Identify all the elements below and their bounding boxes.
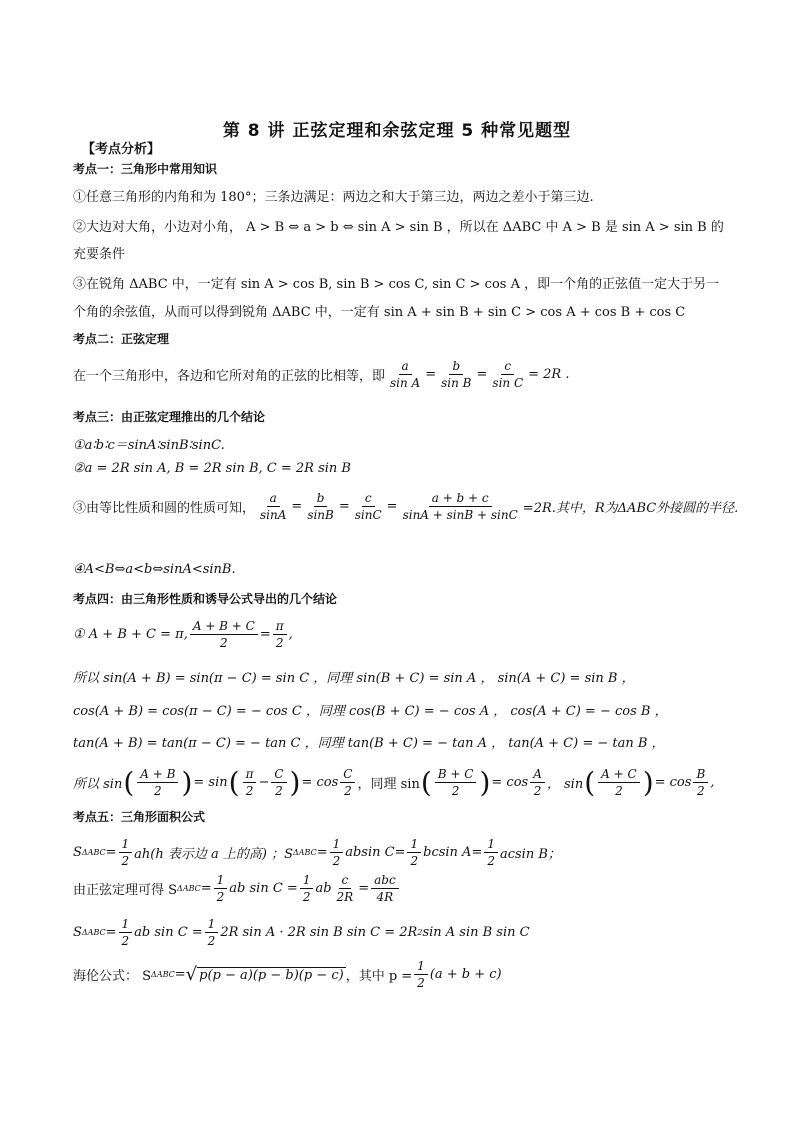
frac-den: 2 [332, 854, 341, 868]
kp3-line3: ③由等比性质和圆的性质可知， $\frac{a}{\sin A}$ = $\frac{b}{\sin B}$ = $\frac{c}{\sin C}$ = $\frac{a + b + c}{\sin A + \sin B + \sin C}$ =2R.其中，R为ΔABC外接圆的半径. [73, 491, 739, 522]
page-title: 第 8 讲 正弦定理和余弦定理 5 种常见题型 [222, 121, 572, 141]
kp4-l5g: = cos [654, 775, 692, 790]
frac-num: a + b + c [429, 490, 492, 507]
kp5-l3b: = [105, 925, 117, 940]
kp5-l3c: ab sin C = [134, 925, 203, 940]
kp5-l4a: = [174, 967, 186, 982]
kp1-line5 [73, 301, 734, 320]
frac-num: 1 [300, 872, 314, 889]
kp4-line4-text: tan(A + B) = tan(π − C) = − tan C ，同理 tan(B + C) = − tan A ， tan(A + C) = − tan B ， [73, 736, 665, 751]
kp3-line2-text: ②a = 2R sin A, B = 2R sin B, C = 2R sin B [73, 461, 351, 476]
pi-half-fraction [273, 618, 287, 651]
frac-den: 2 [410, 854, 419, 868]
kp5-l1e: absin C= [345, 845, 406, 860]
frac-den: 2R [336, 890, 354, 904]
frac-num: c [339, 872, 352, 889]
frac-num: 1 [407, 836, 421, 853]
frac-num: π [243, 766, 257, 783]
sqrt-icon: √ [185, 964, 198, 985]
frac-num: A + C [598, 766, 640, 783]
kp5-l1a: S [73, 845, 82, 860]
kp4-l1a: ① A + B + C = π, [73, 627, 188, 642]
half-fraction [407, 836, 421, 869]
kp4-l5b: = sin [193, 775, 228, 790]
kp4-l5h: , [710, 775, 715, 790]
sqrt-radicand: p(p − a)(p − b)(p − c) [199, 967, 344, 983]
section-heading: 【考点分析】 [82, 142, 161, 157]
sine-law-fraction-c [489, 358, 526, 391]
a-half-fraction [530, 766, 545, 799]
kp4-l5a: 所以 sin [73, 777, 123, 792]
frac-num: A + B [137, 766, 178, 783]
half-fraction [330, 836, 344, 869]
frac-num: c [501, 358, 514, 375]
kp4-line2 [73, 667, 734, 686]
kp2-line: 在一个三角形中，各边和它所对角的正弦的比相等，即 $\frac{a}{\text{sin A}}$ = $\frac{b}{\text{sin B}}$ = $\frac{c}{\text{sin C}}$ = 2R . [73, 359, 570, 390]
kp1-heading: 考点一：三角形中常用知识 [73, 162, 218, 176]
kp4-heading: 考点四：由三角形性质和诱导公式导出的几个结论 [73, 592, 338, 606]
half-fraction [205, 916, 219, 949]
c-half-fraction-2 [340, 766, 355, 799]
kp5-heading: 考点五：三角形面积公式 [73, 810, 206, 824]
half-fraction [119, 836, 133, 869]
kp5-line2 [73, 872, 734, 905]
kp5-line3 [73, 916, 734, 949]
half-sum-ac-fraction [598, 766, 640, 799]
ratio-fraction-sum [400, 490, 521, 523]
area-subscript: ΔABC [81, 848, 106, 857]
kp1-line3-text: 充要条件 [73, 247, 126, 262]
half-sum-ab-fraction [137, 766, 178, 799]
half-fraction [119, 916, 133, 949]
frac-num: 1 [214, 872, 228, 889]
frac-num: b [449, 358, 463, 375]
angle-sum-fraction [190, 618, 258, 651]
kp5-l2d: = [358, 881, 370, 896]
kp5-line4 [73, 958, 734, 991]
area-subscript: ΔABC [292, 848, 317, 857]
abc-over-4r-fraction [371, 872, 399, 905]
frac-den: 2 [697, 784, 705, 798]
sine-law-fraction-a [387, 358, 423, 391]
frac-den: 2 [154, 784, 162, 798]
c-half-fraction [271, 766, 286, 799]
kp5-l3e: sin A sin B sin C [422, 925, 530, 940]
kp5-l4b: ，其中 p = [345, 969, 413, 984]
half-fraction [484, 836, 498, 869]
frac-num: 1 [484, 836, 498, 853]
kp4-l1b: = [259, 627, 271, 642]
frac-den: 2 [220, 636, 228, 650]
kp1-line4 [73, 273, 734, 292]
b-half-fraction [693, 766, 708, 799]
half-fraction [214, 872, 228, 905]
kp5-l1f: bcsin A= [423, 845, 483, 860]
frac-den: 2 [533, 784, 542, 798]
kp2-post: = 2R . [528, 367, 570, 382]
frac-num: abc [371, 872, 399, 889]
frac-num: π [273, 618, 287, 635]
kp3-line4 [73, 562, 734, 577]
kp4-l5c: = cos [301, 775, 339, 790]
frac-den: 2 [207, 934, 216, 948]
frac-den: 2 [344, 784, 352, 798]
frac-den: 4R [376, 890, 394, 904]
kp5-l4c: (a + b + c) [429, 967, 502, 982]
frac-den: 2 [451, 784, 460, 798]
frac-den: 2 [275, 784, 283, 798]
kp5-l2b: ab sin C = [229, 881, 298, 896]
kp4-line5: 所以 sin ( $\frac{A + B}{2}$ ) = sin ( $\frac{\pi}{2}$ − $\frac{C}{2}$ ) = cos $\frac{C}{2}$ ，同理 sin ( $\frac{B + C}{2}$ ) = cos $\frac{A}{2}$ ， sin ( $\frac{A + C}{2}$ ) = cos $\frac{B}{2}$ , [73, 765, 715, 799]
kp4-line2-text: 所以 sin(A + B) = sin(π − C) = sin C ，同理 sin(B + C) = sin A ， sin(A + C) = sin B ， [73, 671, 635, 686]
kp3-line2 [73, 461, 734, 476]
frac-num: B [693, 766, 708, 783]
kp4-line1 [73, 618, 734, 651]
frac-num: B + C [435, 766, 477, 783]
frac-num: 1 [330, 836, 344, 853]
ratio-fraction-a [257, 490, 289, 523]
frac-num: 1 [205, 916, 219, 933]
frac-den: sin B [441, 376, 472, 390]
c-over-2r-fraction [334, 872, 357, 905]
kp4-l1c: , [288, 627, 293, 642]
ratio-fraction-c [352, 490, 385, 523]
kp3-line4-text: ④A<B⇔a<b⇔sinA<sinB. [73, 562, 236, 577]
kp2-pre: 在一个三角形中，各边和它所对角的正弦的比相等，即 [73, 369, 386, 384]
kp2-heading: 考点二：正弦定理 [73, 332, 170, 346]
frac-den: sinB [307, 508, 334, 522]
kp4-line3-text: cos(A + B) = cos(π − C) = − cos C ，同理 cos(B + C) = − cos A ， cos(A + C) = − cos B ， [73, 704, 668, 719]
kp3-line3-pre: ③由等比性质和圆的性质可知， [73, 501, 256, 516]
frac-den: 2 [275, 636, 284, 650]
frac-den: 2 [245, 784, 254, 798]
half-fraction [414, 958, 428, 991]
area-subscript: ΔABC [81, 928, 106, 937]
kp5-l2c: ab [315, 881, 332, 896]
pi-half-fraction-2 [243, 766, 257, 799]
frac-num: b [314, 490, 328, 507]
frac-den: sinA + sinB + sinC [402, 508, 518, 522]
kp4-line3 [73, 700, 734, 719]
frac-den: 2 [615, 784, 623, 798]
frac-num: a [399, 358, 412, 375]
kp3-line1 [73, 434, 734, 453]
frac-den: 2 [121, 854, 130, 868]
area-subscript: ΔABC [151, 970, 175, 979]
kp1-line3 [73, 243, 734, 262]
kp5-l1d: = [316, 845, 328, 860]
square-superscript: 2 [417, 928, 423, 937]
frac-num: a [267, 490, 280, 507]
kp1-line2 [73, 216, 734, 235]
frac-num: A + B + C [190, 618, 258, 635]
kp3-line3-post: =2R.其中，R为ΔABC外接圆的半径. [522, 501, 739, 516]
kp3-heading: 考点三：由正弦定理推出的几个结论 [73, 410, 266, 424]
frac-num: C [271, 766, 286, 783]
kp4-l5f: ， sin [546, 777, 584, 792]
half-fraction [300, 872, 314, 905]
frac-den: sinA [260, 508, 287, 522]
sine-law-fraction-b [438, 358, 474, 391]
kp4-l5d: ，同理 sin [357, 777, 420, 792]
frac-den: 2 [216, 890, 225, 904]
kp1-line2-text: ②大边对大角，小边对小角， A > B ⇔ a > b ⇔ sin A > sin B ，所以在 ΔABC 中 A > B 是 sin A > sin B 的 [73, 220, 724, 235]
kp1-line5-text: 个角的余弦值，从而可以得到锐角 ΔABC 中，一定有 sin A + sin B + sin C > cos A + cos B + cos C [73, 305, 686, 320]
kp5-l1c: ah(h 表示边 a 上的高) ；S [134, 847, 293, 862]
frac-den: 2 [417, 976, 425, 990]
frac-den: 2 [487, 854, 495, 868]
frac-den: 2 [121, 934, 130, 948]
frac-den: sin C [492, 376, 524, 390]
frac-den: sin A [390, 376, 421, 390]
kp5-l3d: 2R sin A · 2R sin B sin C = 2R [220, 925, 418, 940]
kp5-l2a: = [200, 881, 212, 896]
half-sum-bc-fraction [435, 766, 477, 799]
area-subscript: ΔABC [177, 884, 201, 893]
kp4-l5e: = cos [491, 775, 529, 790]
kp5-line1 [73, 836, 734, 869]
kp4-line4 [73, 732, 734, 751]
frac-den: 2 [302, 890, 311, 904]
kp1-line1 [73, 186, 734, 205]
kp5-l3a: S [73, 925, 82, 940]
kp1-line4-text: ③在锐角 ΔABC 中，一定有 sin A > cos B, sin B > cos C, sin C > cos A ，即一个角的正弦值一定大于另一 [73, 277, 720, 292]
kp5-l4pre: 海伦公式： S [73, 969, 152, 984]
kp5-l1b: = [105, 845, 117, 860]
kp3-line1-text: ①a∶b∶c＝sinA∶sinB∶sinC. [73, 438, 225, 453]
frac-num: 1 [119, 916, 133, 933]
frac-num: 1 [119, 836, 133, 853]
kp1-line1-text: ①任意三角形的内角和为 180°；三条边满足：两边之和大于第三边，两边之差小于第三边. [73, 190, 594, 205]
kp5-l1g: acsin B； [499, 847, 561, 862]
frac-num: C [340, 766, 355, 783]
ratio-fraction-b [304, 490, 337, 523]
frac-num: c [362, 490, 375, 507]
frac-den: sinC [354, 508, 382, 522]
kp5-l2pre: 由正弦定理可得 S [73, 883, 178, 898]
frac-num: 1 [414, 958, 428, 975]
square-root [186, 964, 346, 985]
frac-num: A [530, 766, 545, 783]
